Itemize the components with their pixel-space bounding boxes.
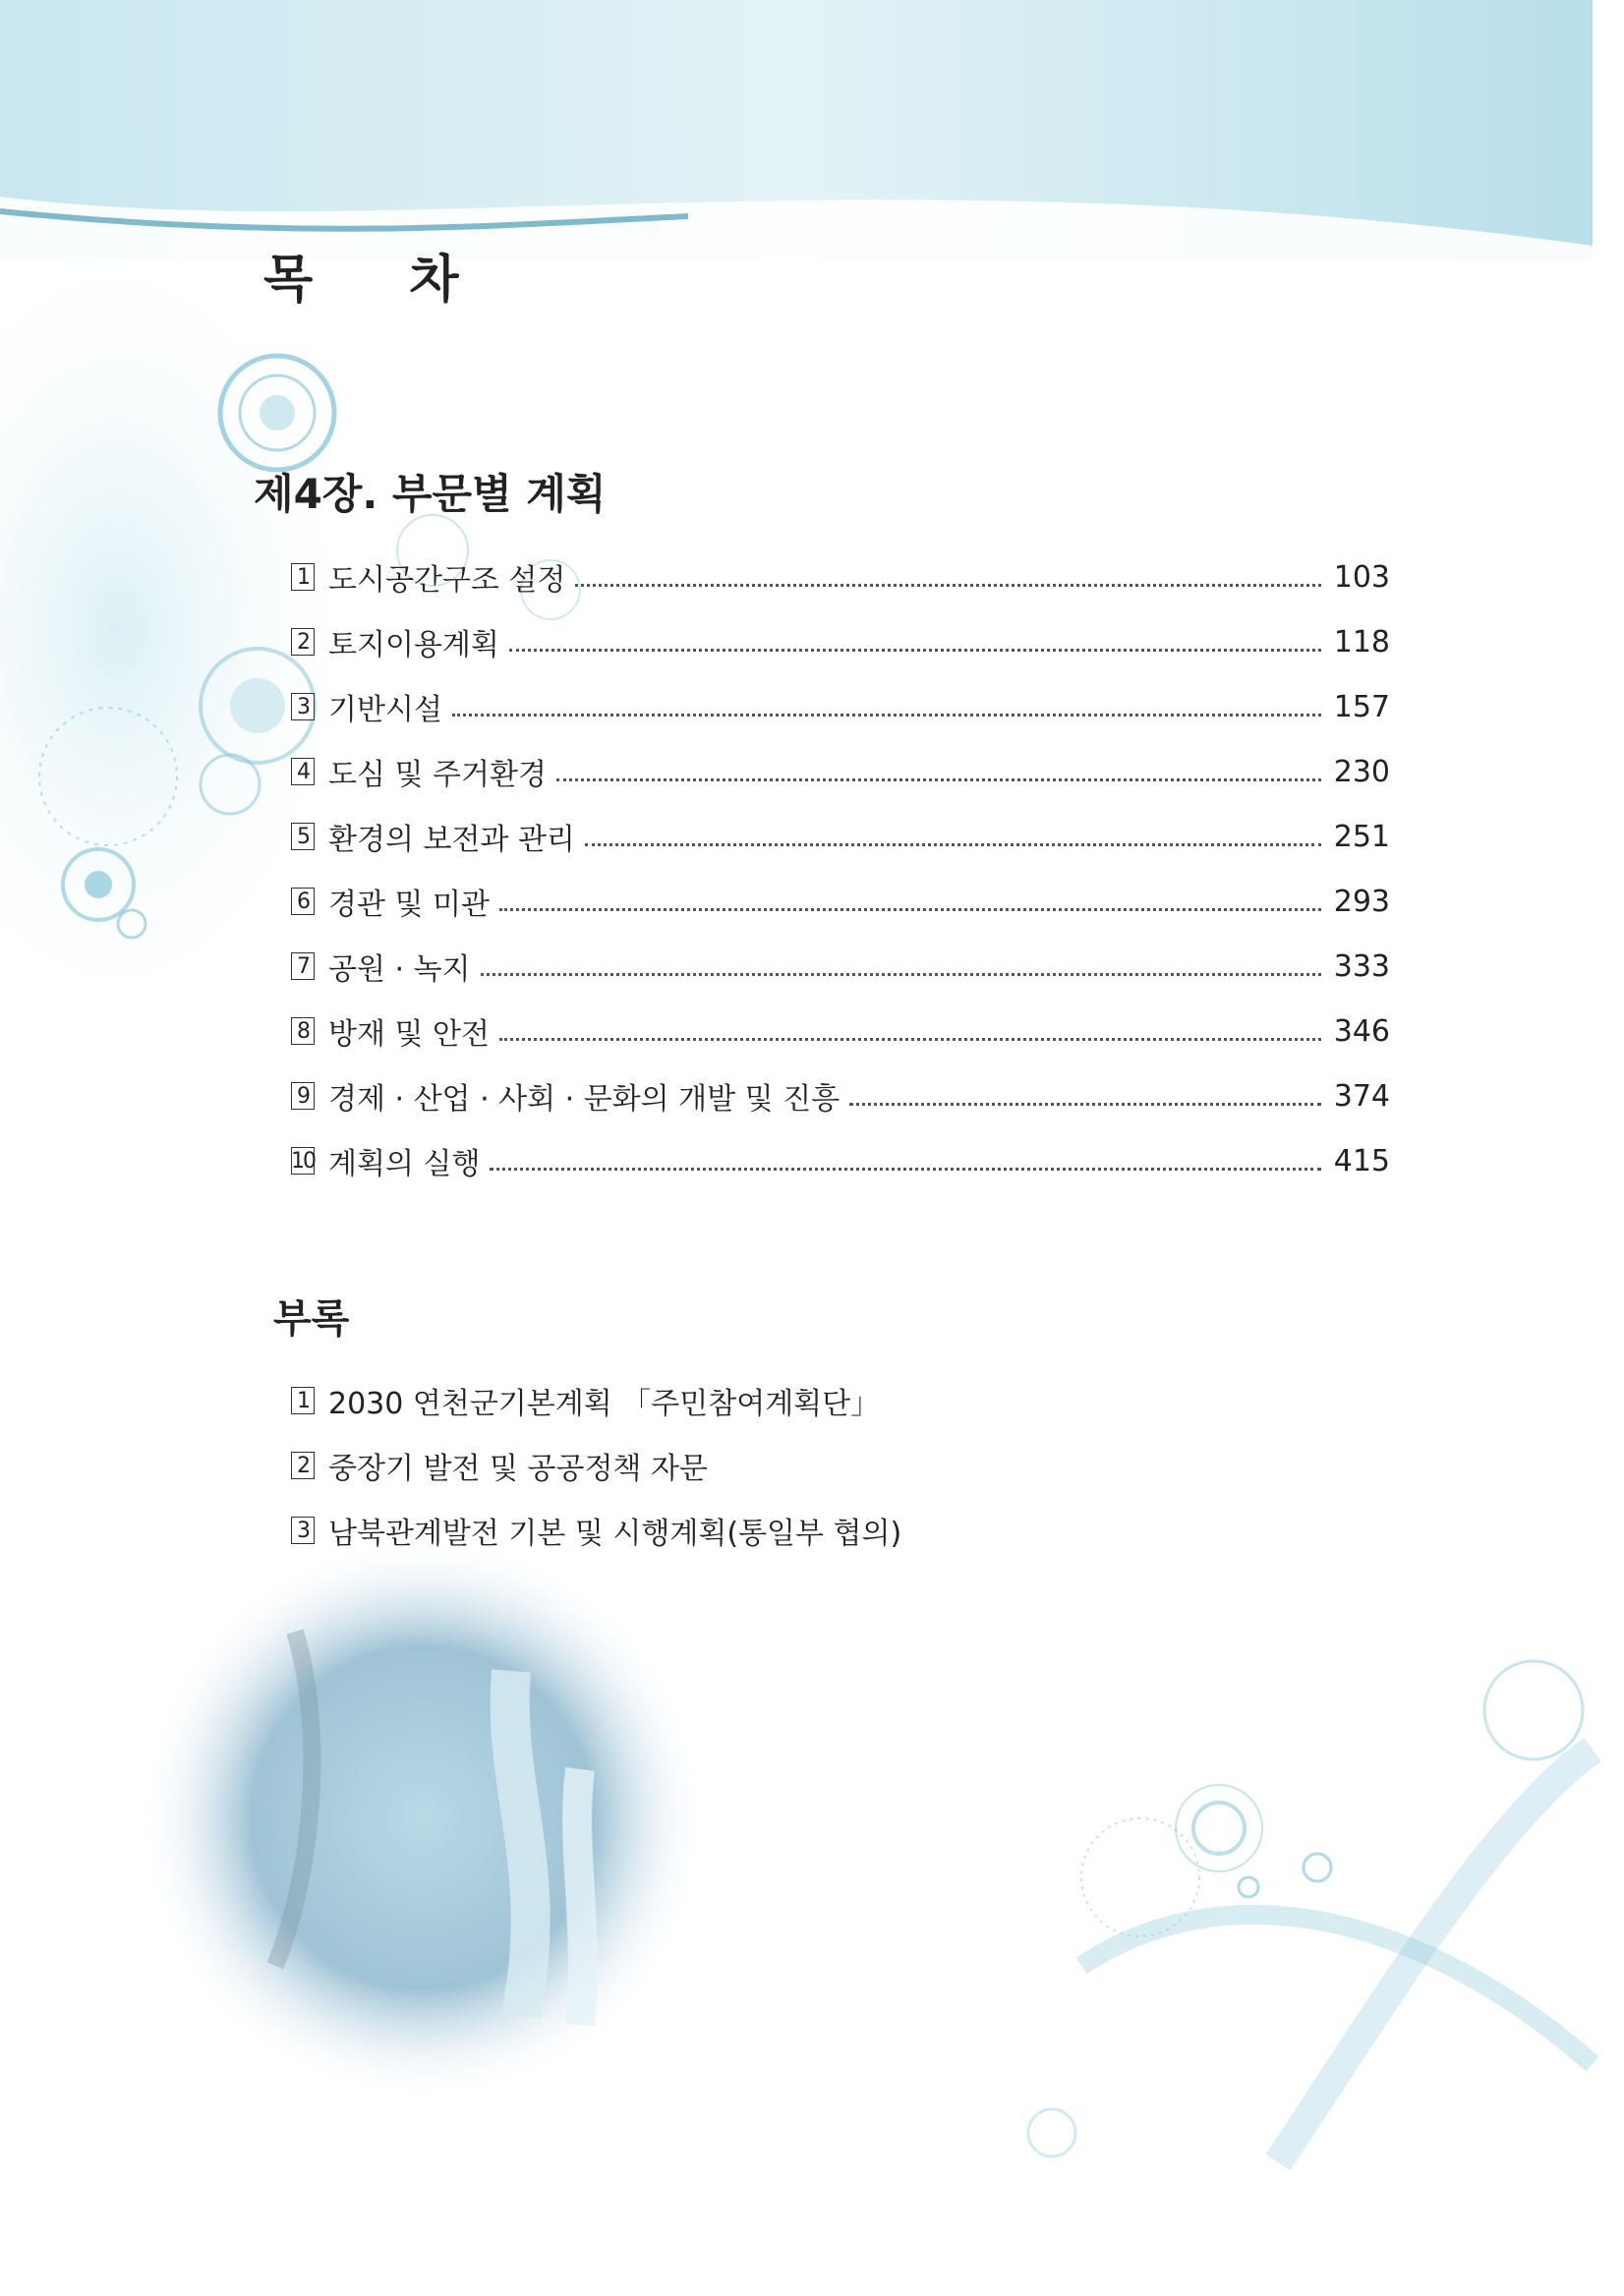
- item-number: 7: [291, 952, 315, 980]
- item-number: 2: [291, 628, 315, 656]
- item-number: 4: [291, 758, 315, 785]
- toc-label: 계획의 실행: [328, 1147, 481, 1181]
- page-number: 118: [1333, 624, 1390, 660]
- chapter-title: 제4장. 부문별 계획: [254, 470, 607, 518]
- item-number: 3: [291, 1517, 315, 1544]
- toc-label: 도심 및 주거환경: [328, 758, 547, 792]
- item-number: 9: [291, 1082, 315, 1110]
- toc-label: 토지이용계획: [328, 628, 499, 662]
- appendix-label: 중장기 발전 및 공공정책 자문: [328, 1452, 708, 1486]
- page-number: 251: [1333, 819, 1390, 854]
- toc-label: 경관 및 미관: [328, 888, 490, 922]
- toc-row[interactable]: [291, 674, 1390, 739]
- appendix-title: 부록: [273, 1296, 350, 1342]
- toc-row[interactable]: [291, 739, 1390, 804]
- dot-leader: [499, 1038, 1321, 1041]
- toc-label: 도시공간구조 설정: [328, 563, 566, 598]
- dot-leader: [499, 908, 1321, 911]
- toc-row[interactable]: [291, 999, 1390, 1063]
- page-number: 157: [1333, 689, 1390, 724]
- toc-label: 방재 및 안전: [328, 1017, 490, 1052]
- toc-label: 기반시설: [328, 693, 442, 727]
- page-number: 293: [1333, 884, 1390, 919]
- item-number: 2: [291, 1452, 315, 1479]
- toc-row[interactable]: [291, 1063, 1390, 1128]
- toc-list: [291, 545, 1390, 1193]
- item-number: 10: [291, 1148, 315, 1174]
- page-number: 374: [1333, 1078, 1390, 1114]
- dot-leader: [481, 973, 1321, 976]
- toc-row[interactable]: [291, 545, 1390, 609]
- bottom-right-ornaments: [1028, 1661, 1593, 2162]
- toc-label: 경제 · 산업 · 사회 · 문화의 개발 및 진흥: [328, 1082, 841, 1117]
- appendix-item[interactable]: [291, 1498, 901, 1563]
- dot-leader: [849, 1103, 1321, 1106]
- toc-row[interactable]: [291, 934, 1390, 999]
- dot-leader: [509, 649, 1321, 652]
- toc-row[interactable]: [291, 1128, 1390, 1193]
- item-number: 5: [291, 823, 315, 850]
- dot-leader: [575, 584, 1321, 587]
- page-number: 103: [1333, 559, 1390, 595]
- page-number: 333: [1333, 948, 1390, 984]
- item-number: 3: [291, 693, 315, 720]
- page-number: 415: [1333, 1143, 1390, 1178]
- toc-label: 환경의 보전과 관리: [328, 823, 575, 857]
- appendix-label: 남북관계발전 기본 및 시행계획(통일부 협의): [328, 1517, 902, 1551]
- bottom-photo: [138, 1533, 708, 2103]
- item-number: 6: [291, 888, 315, 915]
- dot-leader: [556, 778, 1321, 781]
- toc-row[interactable]: [291, 869, 1390, 934]
- item-number: 8: [291, 1017, 315, 1045]
- page-number: 230: [1333, 754, 1390, 789]
- toc-row[interactable]: [291, 804, 1390, 869]
- page-title: 목 차: [263, 251, 498, 310]
- appendix-label: 2030 연천군기본계획 「주민참여계획단」: [328, 1387, 881, 1421]
- dot-leader: [490, 1168, 1321, 1171]
- dot-leader: [452, 714, 1321, 717]
- appendix-item[interactable]: [291, 1368, 901, 1433]
- page-number: 346: [1333, 1013, 1390, 1049]
- appendix-item[interactable]: [291, 1433, 901, 1498]
- top-banner: [0, 0, 1593, 260]
- item-number: 1: [291, 1387, 315, 1414]
- toc-label: 공원 · 녹지: [328, 952, 471, 987]
- appendix-list: [291, 1368, 901, 1563]
- toc-row[interactable]: [291, 609, 1390, 674]
- item-number: 1: [291, 563, 315, 591]
- dot-leader: [585, 843, 1321, 846]
